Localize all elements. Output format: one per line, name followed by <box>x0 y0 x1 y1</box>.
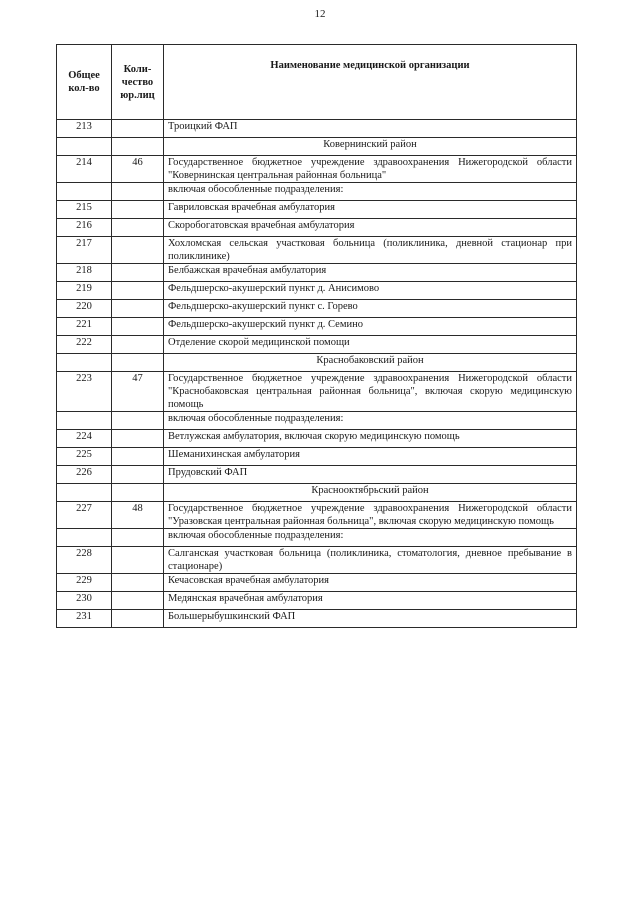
table-row <box>57 336 577 354</box>
row-number: 226 <box>57 466 112 484</box>
row-number: 213 <box>57 120 112 138</box>
table-row <box>57 430 577 448</box>
header-legal-entities-count <box>112 45 164 120</box>
row-organization-name: Салганская участковая больница (поликлиника, стоматология, дневное пребывание в стационаре) <box>164 547 577 574</box>
row-number: 231 <box>57 610 112 628</box>
row-entity-count <box>112 264 164 282</box>
district-name: Краснобаковский район <box>164 354 577 372</box>
district-empty-cell <box>57 354 112 372</box>
table-row <box>57 574 577 592</box>
row-entity-count: 46 <box>112 156 164 183</box>
row-entity-count <box>112 448 164 466</box>
row-organization-name: Ветлужская амбулатория, включая скорую медицинскую помощь <box>164 430 577 448</box>
row-entity-count <box>112 466 164 484</box>
table-row <box>57 219 577 237</box>
row-entity-count <box>112 610 164 628</box>
row-organization-name: Фельдшерско-акушерский пункт д. Семино <box>164 318 577 336</box>
row-entity-count: 48 <box>112 502 164 529</box>
row-entity-count <box>112 237 164 264</box>
table-header-row <box>57 45 577 120</box>
row-organization-name: Хохломская сельская участковая больница (поликлиника, дневной стационар при поликлинике) <box>164 237 577 264</box>
row-organization-name: Скоробогатовская врачебная амбулатория <box>164 219 577 237</box>
row-number: 228 <box>57 547 112 574</box>
row-number: 223 <box>57 372 112 412</box>
row-entity-count <box>112 183 164 201</box>
row-organization-name: включая обособленные подразделения: <box>164 412 577 430</box>
row-number <box>57 412 112 430</box>
table-row <box>57 183 577 201</box>
row-organization-name: Прудовский ФАП <box>164 466 577 484</box>
row-number: 215 <box>57 201 112 219</box>
row-number: 230 <box>57 592 112 610</box>
row-organization-name: Кечасовская врачебная амбулатория <box>164 574 577 592</box>
header-count-line: юр.лиц <box>120 89 155 101</box>
row-organization-name: включая обособленные подразделения: <box>164 183 577 201</box>
district-empty-cell <box>57 484 112 502</box>
row-entity-count <box>112 201 164 219</box>
header-count-line: чество <box>121 76 154 88</box>
row-number: 220 <box>57 300 112 318</box>
district-empty-cell <box>112 138 164 156</box>
row-organization-name: Большерыбушкинский ФАП <box>164 610 577 628</box>
table-row <box>57 592 577 610</box>
district-empty-cell <box>112 484 164 502</box>
header-total-count: Общее кол-во <box>57 45 112 120</box>
row-organization-name: включая обособленные подразделения: <box>164 529 577 547</box>
header-count-line: Коли- <box>123 63 152 75</box>
row-entity-count <box>112 592 164 610</box>
row-number: 225 <box>57 448 112 466</box>
row-number: 214 <box>57 156 112 183</box>
row-organization-name: Гавриловская врачебная амбулатория <box>164 201 577 219</box>
row-entity-count <box>112 412 164 430</box>
table-row <box>57 300 577 318</box>
district-row <box>57 354 577 372</box>
row-entity-count <box>112 336 164 354</box>
row-entity-count <box>112 300 164 318</box>
row-number: 227 <box>57 502 112 529</box>
district-row <box>57 138 577 156</box>
row-entity-count <box>112 282 164 300</box>
table-row <box>57 264 577 282</box>
row-organization-name: Шеманихинская амбулатория <box>164 448 577 466</box>
table-row <box>57 156 577 183</box>
table-row <box>57 318 577 336</box>
row-organization-name: Фельдшерско-акушерский пункт д. Анисимово <box>164 282 577 300</box>
row-number <box>57 183 112 201</box>
row-entity-count <box>112 120 164 138</box>
row-entity-count <box>112 430 164 448</box>
row-entity-count <box>112 219 164 237</box>
row-number: 222 <box>57 336 112 354</box>
table-row <box>57 466 577 484</box>
table-row <box>57 237 577 264</box>
row-entity-count <box>112 318 164 336</box>
table-row <box>57 120 577 138</box>
row-number: 229 <box>57 574 112 592</box>
row-number: 217 <box>57 237 112 264</box>
table-row <box>57 282 577 300</box>
table-row <box>57 448 577 466</box>
table-row <box>57 610 577 628</box>
district-empty-cell <box>57 138 112 156</box>
district-name: Краснооктябрьский район <box>164 484 577 502</box>
district-row <box>57 484 577 502</box>
page-number: 12 <box>314 8 326 20</box>
district-empty-cell <box>112 354 164 372</box>
row-number: 216 <box>57 219 112 237</box>
row-organization-name: Белбажская врачебная амбулатория <box>164 264 577 282</box>
row-number: 219 <box>57 282 112 300</box>
district-name: Ковернинский район <box>164 138 577 156</box>
row-number <box>57 529 112 547</box>
row-entity-count <box>112 529 164 547</box>
row-organization-name: Государственное бюджетное учреждение здравоохранения Нижегородской области "Краснобаковская центральная районная больница", включая скорую медицинскую помощь <box>164 372 577 412</box>
row-organization-name: Фельдшерско-акушерский пункт с. Горево <box>164 300 577 318</box>
row-number: 218 <box>57 264 112 282</box>
table-row <box>57 372 577 412</box>
row-number: 224 <box>57 430 112 448</box>
row-organization-name: Отделение скорой медицинской помощи <box>164 336 577 354</box>
row-number: 221 <box>57 318 112 336</box>
table-row <box>57 502 577 529</box>
table-row <box>57 547 577 574</box>
table-row <box>57 412 577 430</box>
table-row <box>57 529 577 547</box>
table-row <box>57 201 577 219</box>
row-organization-name: Медянская врачебная амбулатория <box>164 592 577 610</box>
medical-organizations-table <box>56 44 577 628</box>
row-organization-name: Государственное бюджетное учреждение здравоохранения Нижегородской области "Ковернинская центральная районная больница" <box>164 156 577 183</box>
table-body <box>57 120 577 628</box>
row-entity-count <box>112 547 164 574</box>
row-entity-count: 47 <box>112 372 164 412</box>
row-entity-count <box>112 574 164 592</box>
header-organization-name: Наименование медицинской организации <box>164 45 577 120</box>
row-organization-name: Государственное бюджетное учреждение здравоохранения Нижегородской области "Уразовская центральная районная больница", включая скорую медицинскую помощь <box>164 502 577 529</box>
row-organization-name: Троицкий ФАП <box>164 120 577 138</box>
